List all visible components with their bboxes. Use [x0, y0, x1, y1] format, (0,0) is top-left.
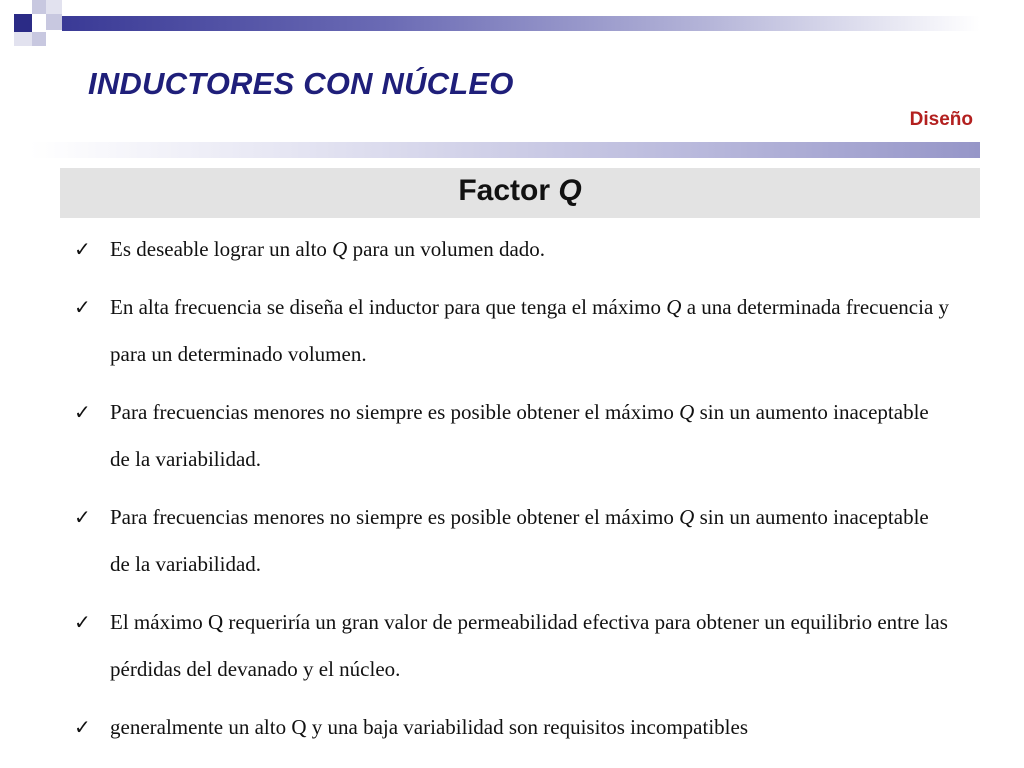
bullet-variable: Q [679, 400, 695, 424]
bullet-variable: Q [679, 505, 695, 529]
heading-text: Factor [458, 174, 559, 207]
bullet-variable: Q [332, 237, 348, 261]
slide-title: INDUCTORES CON NÚCLEO [88, 66, 514, 101]
heading-band [60, 168, 980, 218]
bullet-text: para un volumen dado. [347, 237, 546, 261]
bullet-text: Para frecuencias menores no siempre es posible obtener el máximo [110, 505, 680, 529]
divider-gradient-bar [30, 142, 980, 158]
bullet-list [70, 226, 950, 762]
slide-heading [60, 174, 980, 208]
section-label: Diseño [909, 109, 973, 130]
bullet-text: a una determinada frecuencia y para un determinado volumen. [110, 295, 950, 366]
checkmark-icon: ✓ [74, 295, 91, 319]
list-item [70, 226, 950, 273]
checkmark-icon: ✓ [74, 505, 91, 529]
bullet-text: sin un aumento inaceptable de la variabilidad. [110, 400, 929, 471]
list-item [70, 389, 950, 483]
checkmark-icon: ✓ [74, 237, 91, 261]
list-item [70, 599, 950, 693]
checkmark-icon: ✓ [74, 715, 91, 739]
heading-variable: Q [558, 174, 582, 207]
bullet-text: Es deseable lograr un alto [110, 237, 333, 261]
checkmark-icon: ✓ [74, 400, 91, 424]
bullet-text: Para frecuencias menores no siempre es posible obtener el máximo [110, 400, 680, 424]
bullet-text: sin un aumento inaceptable de la variabilidad. [110, 505, 929, 576]
list-item [70, 284, 950, 378]
bullet-text: generalmente un alto Q y una baja variabilidad son requisitos incompatibles [110, 715, 748, 739]
bullet-text: El máximo Q requeriría un gran valor de permeabilidad efectiva para obtener un equilibrio entre las pérdidas del devanado y el núcleo. [110, 610, 948, 681]
top-gradient-bar [62, 16, 980, 31]
checkmark-icon: ✓ [74, 610, 91, 634]
bullet-variable: Q [666, 295, 682, 319]
list-item [70, 704, 950, 751]
list-item [70, 494, 950, 588]
bullet-text: En alta frecuencia se diseña el inductor para que tenga el máximo [110, 295, 667, 319]
